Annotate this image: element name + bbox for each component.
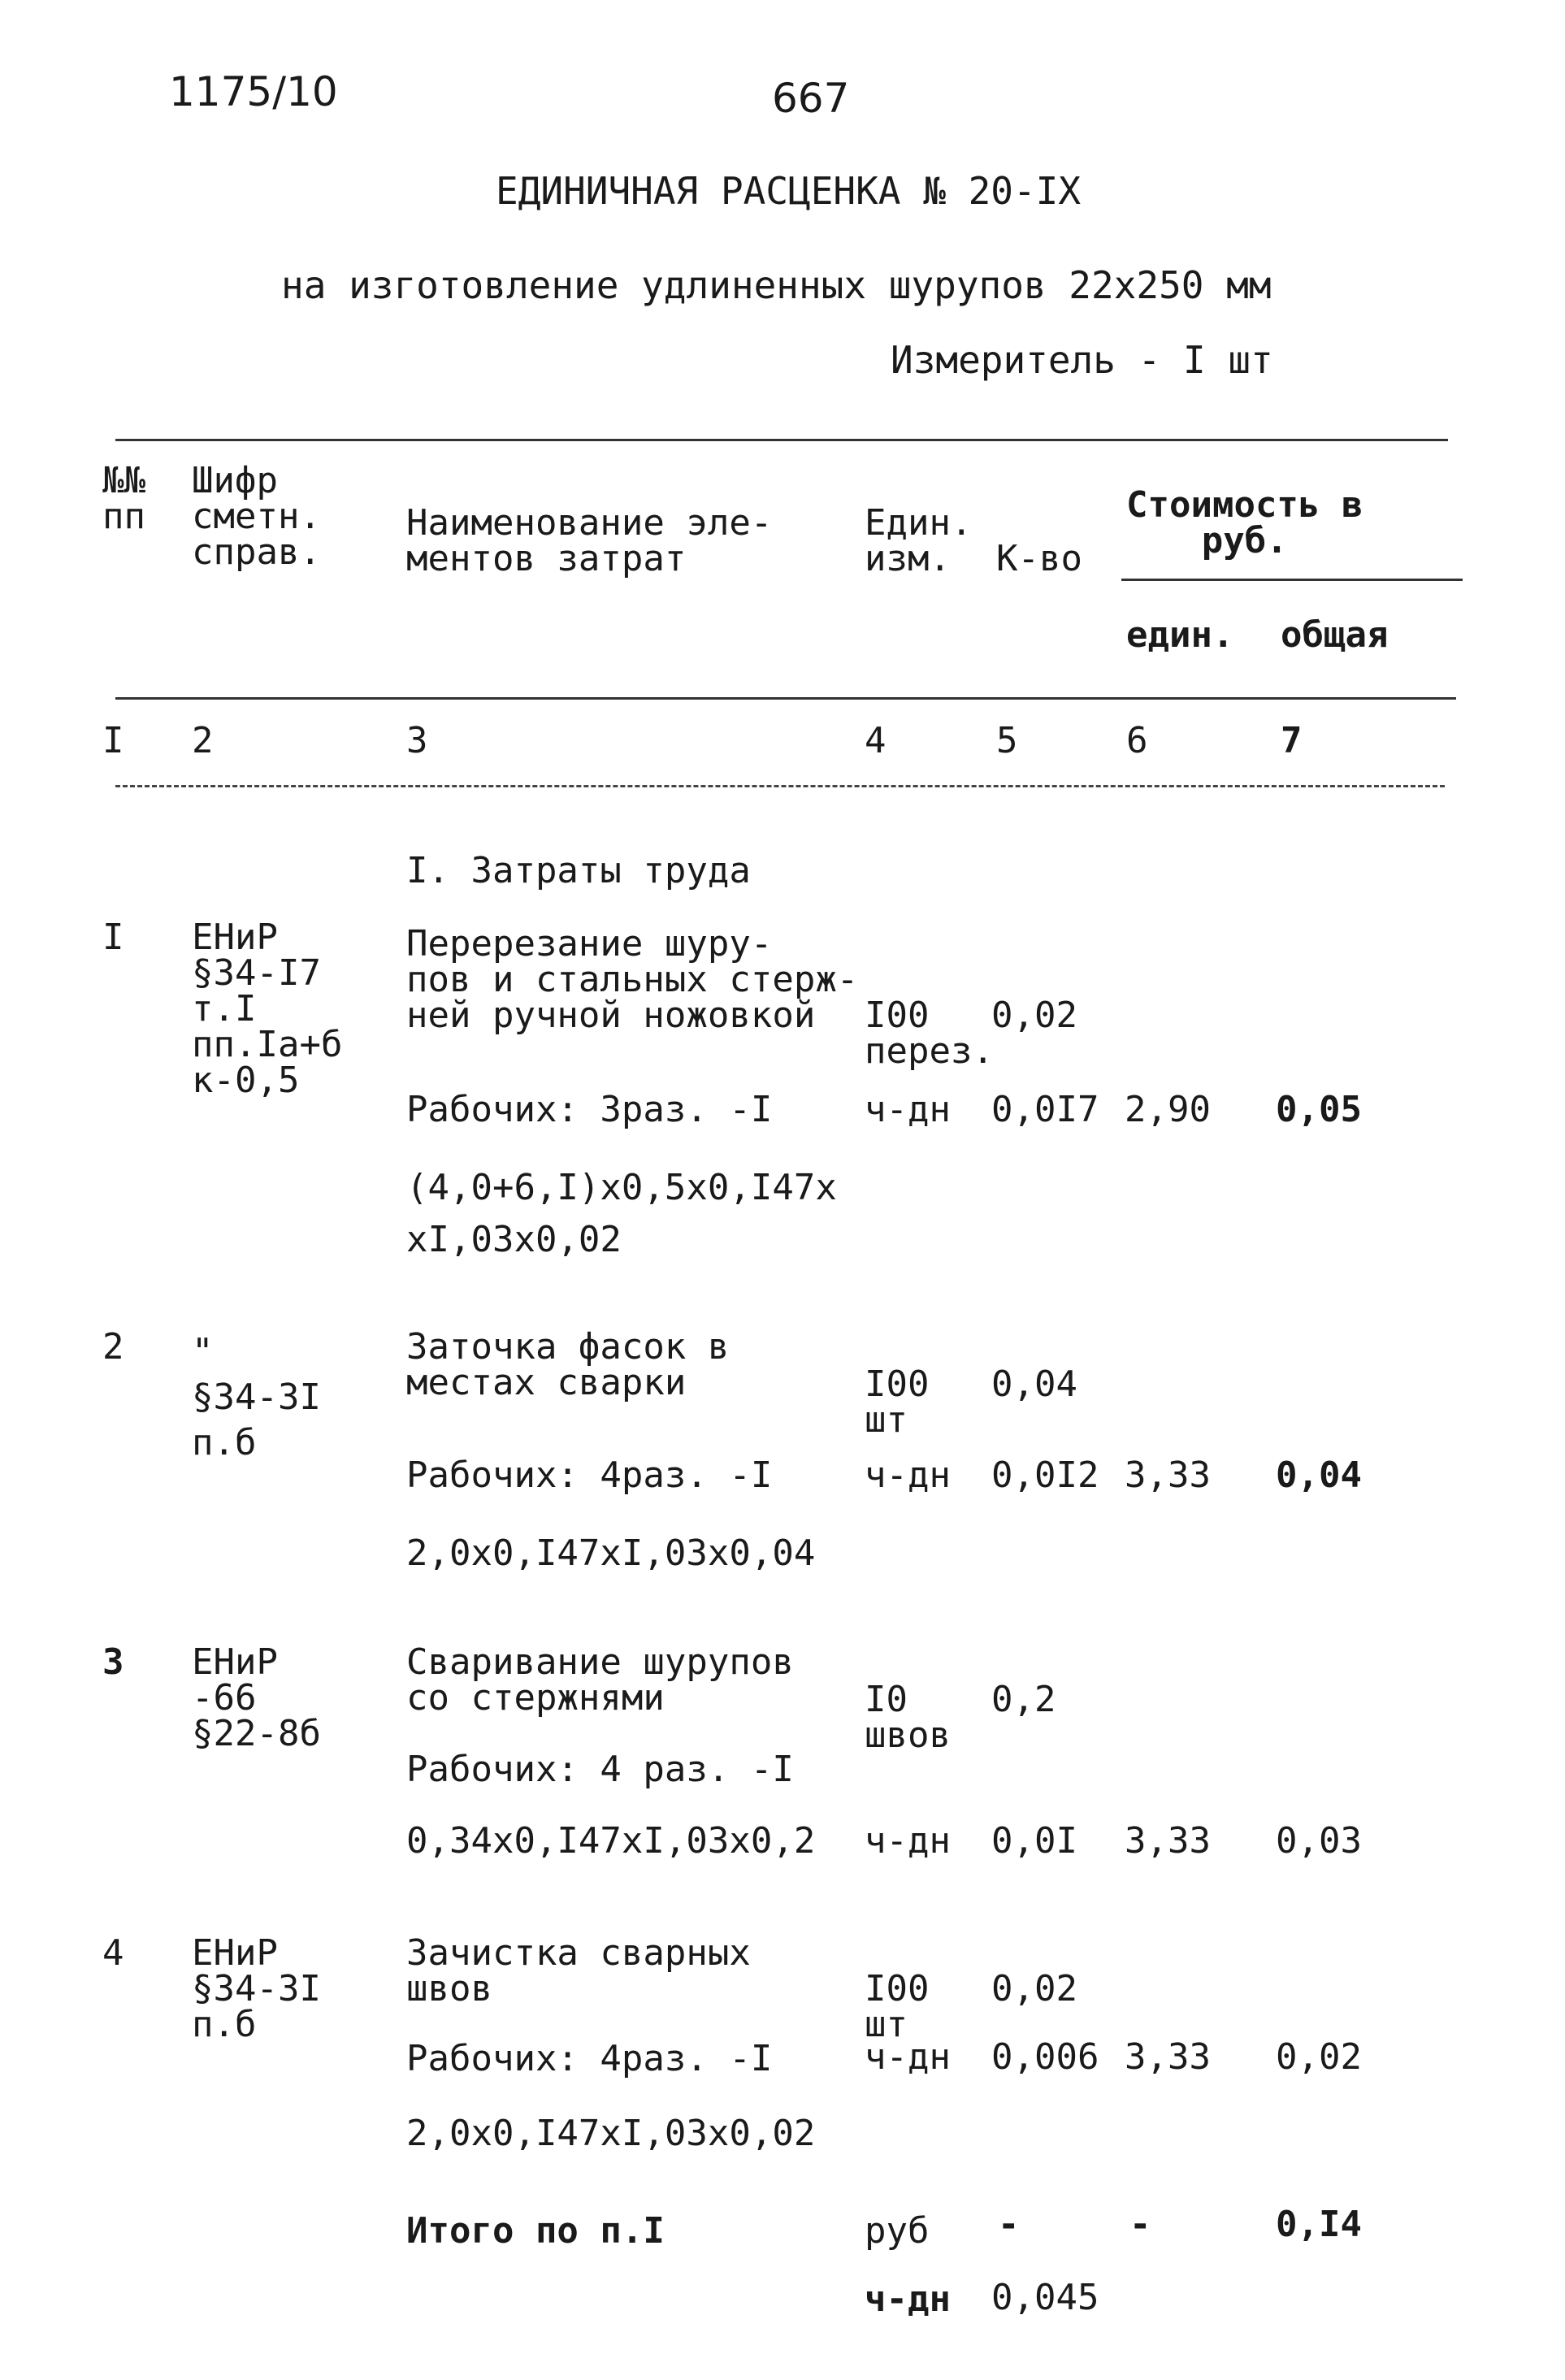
col-number-4: 4 <box>865 720 887 761</box>
document-ref-number: 1175/10 <box>169 68 338 115</box>
item-3-unit: I0 швов <box>865 1679 951 1756</box>
item-3-no: 3 <box>102 1641 124 1683</box>
document-title: ЕДИНИЧНАЯ РАСЦЕНКА № 20-IX <box>496 169 1082 213</box>
item-3-worker: Рабочих: 4 раз. -I <box>406 1749 794 1790</box>
col-head-qty: К-во <box>996 538 1082 579</box>
item-3-formula: 0,34х0,I47хI,03х0,2 <box>406 1820 816 1862</box>
item-4-unit: I00 шт <box>865 1968 930 2045</box>
item-4-name: Зачистка сварных швов <box>406 1932 751 2009</box>
column-numbers-rule <box>115 785 1445 787</box>
col-head-total: общая <box>1281 614 1389 656</box>
item-1-price: 2,90 <box>1125 1089 1211 1130</box>
col-head-code: Шифр сметн. справ. <box>192 460 321 573</box>
col-head-unit-cost: един. <box>1126 614 1234 656</box>
item-1-no: I <box>102 917 124 958</box>
item-2-qty: 0,04 <box>991 1363 1077 1405</box>
item-3-total: 0,03 <box>1276 1820 1362 1862</box>
item-4-worker: Рабочих: 4раз. -I <box>406 2038 773 2079</box>
item-4-worker-qty: 0,006 <box>991 2036 1099 2078</box>
page-number: 667 <box>772 75 850 122</box>
document-subtitle: на изготовление удлиненных шурупов 22х250 мм <box>281 263 1272 307</box>
item-1-worker: Рабочих: 3раз. -I <box>406 1089 773 1130</box>
item-2-unit: I00 шт <box>865 1363 930 1441</box>
item-2-price: 3,33 <box>1125 1454 1211 1496</box>
col-head-name: Наименование эле- ментов затрат <box>406 502 773 579</box>
summary-unit-rub: руб <box>865 2210 930 2252</box>
item-2-worker-qty: 0,0I2 <box>991 1454 1099 1496</box>
col-number-7: 7 <box>1281 720 1303 761</box>
item-1-qty: 0,02 <box>991 995 1077 1036</box>
item-3-price: 3,33 <box>1125 1820 1211 1862</box>
summary-unit-man-days: ч-дн <box>865 2278 951 2320</box>
measure-unit-label: Измеритель - I шт <box>891 338 1273 382</box>
item-3-worker-qty: 0,0I <box>991 1820 1077 1862</box>
item-1-formula: (4,0+6,I)х0,5х0,I47х хI,03х0,02 <box>406 1167 837 1260</box>
col-number-3: 3 <box>406 720 428 761</box>
item-4-price: 3,33 <box>1125 2036 1211 2078</box>
col-number-5: 5 <box>996 720 1018 761</box>
item-3-worker-unit: ч-дн <box>865 1820 951 1862</box>
item-2-code: " §34-3I п.б <box>192 1331 321 1463</box>
col-head-unit: Един. изм. <box>865 502 973 579</box>
item-1-worker-qty: 0,0I7 <box>991 1089 1099 1130</box>
col-number-1: I <box>102 720 124 761</box>
item-1-name: Перерезание шуру- пов и стальных стерж- ней ручной ножовкой <box>406 923 859 1036</box>
item-4-worker-unit: ч-дн <box>865 2036 951 2078</box>
item-2-formula: 2,0х0,I47хI,03х0,04 <box>406 1532 816 1574</box>
item-2-worker-unit: ч-дн <box>865 1454 951 1496</box>
summary-man-days: 0,045 <box>991 2277 1099 2318</box>
section-title: I. Затраты труда <box>406 850 751 891</box>
item-1-unit: I00 перез. <box>865 995 994 1072</box>
item-2-total: 0,04 <box>1276 1454 1362 1496</box>
item-4-qty: 0,02 <box>991 1968 1077 2009</box>
item-1-total: 0,05 <box>1276 1089 1362 1130</box>
item-2-worker: Рабочих: 4раз. -I <box>406 1454 773 1496</box>
cost-subhead-rule <box>1121 579 1463 581</box>
item-1-worker-unit: ч-дн <box>865 1089 951 1130</box>
item-3-name: Сваривание шурупов со стержнями <box>406 1641 794 1719</box>
summary-qty-dash: - <box>998 2204 1020 2245</box>
item-4-no: 4 <box>102 1932 124 1974</box>
table-top-rule <box>115 439 1448 441</box>
item-4-formula: 2,0х0,I47хI,03х0,02 <box>406 2113 816 2154</box>
summary-total-rub: 0,I4 <box>1276 2204 1362 2245</box>
item-2-no: 2 <box>102 1326 124 1368</box>
item-3-code: ЕНиР -66 §22-8б <box>192 1641 321 1754</box>
col-number-6: 6 <box>1126 720 1148 761</box>
item-4-code: ЕНиР §34-3I п.б <box>192 1932 321 2045</box>
summary-label: Итого по п.I <box>406 2210 665 2252</box>
item-2-name: Заточка фасок в местах сварки <box>406 1326 730 1403</box>
item-4-total: 0,02 <box>1276 2036 1362 2078</box>
header-bottom-rule <box>115 697 1456 700</box>
col-head-cost: Стоимость в руб. <box>1126 484 1363 561</box>
summary-price-dash: - <box>1129 2204 1151 2245</box>
col-number-2: 2 <box>192 720 214 761</box>
item-1-code: ЕНиР §34-I7 т.I пп.Iа+б к-0,5 <box>192 917 343 1101</box>
item-3-qty: 0,2 <box>991 1679 1056 1720</box>
col-head-no: №№ пп <box>102 460 145 537</box>
